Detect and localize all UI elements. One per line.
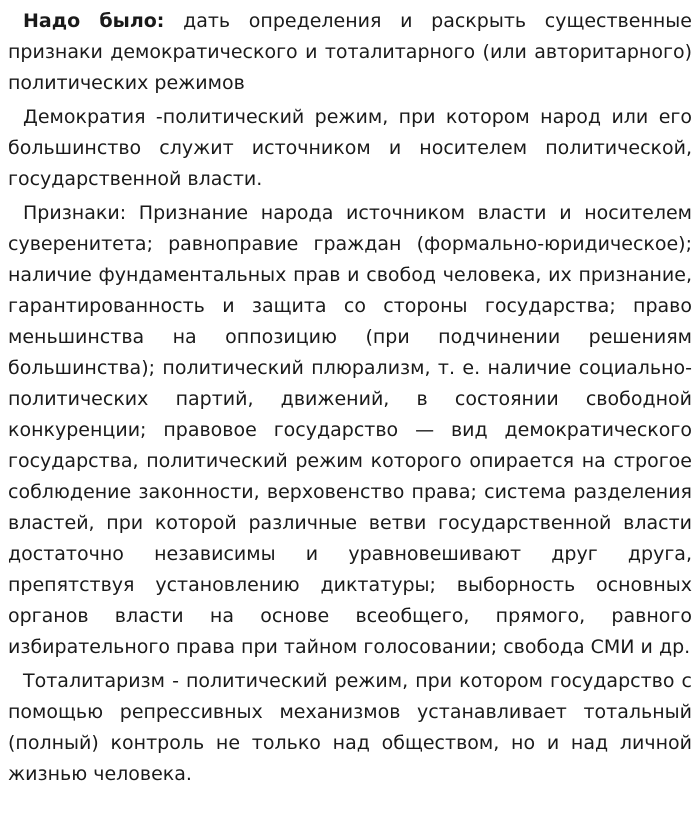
task-lead: Надо было: — [23, 10, 165, 32]
task-paragraph — [8, 6, 692, 99]
democracy-features-paragraph: Признаки: Признание народа источником власти и носителем суверенитета; равноправие граждан (формально-юридическое); наличие фундаментальных прав и свобод человека, их признание, гарантированность и защита со стороны государства; право меньшинства на оппозицию (при подчинении решениям большинства); политический плюрализм, т. е. наличие социально-политических партий, движений, в состоянии свободной конкуренции; правовое государство — вид демократического государства, политический режим которого опирается на строгое соблюдение законности, верховенство права; система разделения властей, при которой различные ветви государственной власти достаточно независимы и уравновешивают друг друга, препятствуя установлению диктатуры; выборность основных органов власти на основе всеобщего, прямого, равного избирательного права при тайном голосовании; свобода СМИ и др. — [8, 202, 692, 658]
democracy-definition-paragraph: Демократия -политический режим, при котором народ или его большинство служит источником и носителем политической, государственной власти. — [8, 106, 692, 190]
task-text: дать определения и раскрыть существенные признаки демократического и тоталитарного (или авторитарного) политических режимов — [8, 10, 692, 94]
document-body — [8, 6, 692, 793]
totalitarianism-definition-paragraph: Тоталитаризм - политический режим, при котором государство с помощью репрессивных механизмов устанавливает тотальный (полный) контроль не только над обществом, но и над личной жизнью человека. — [8, 670, 692, 785]
